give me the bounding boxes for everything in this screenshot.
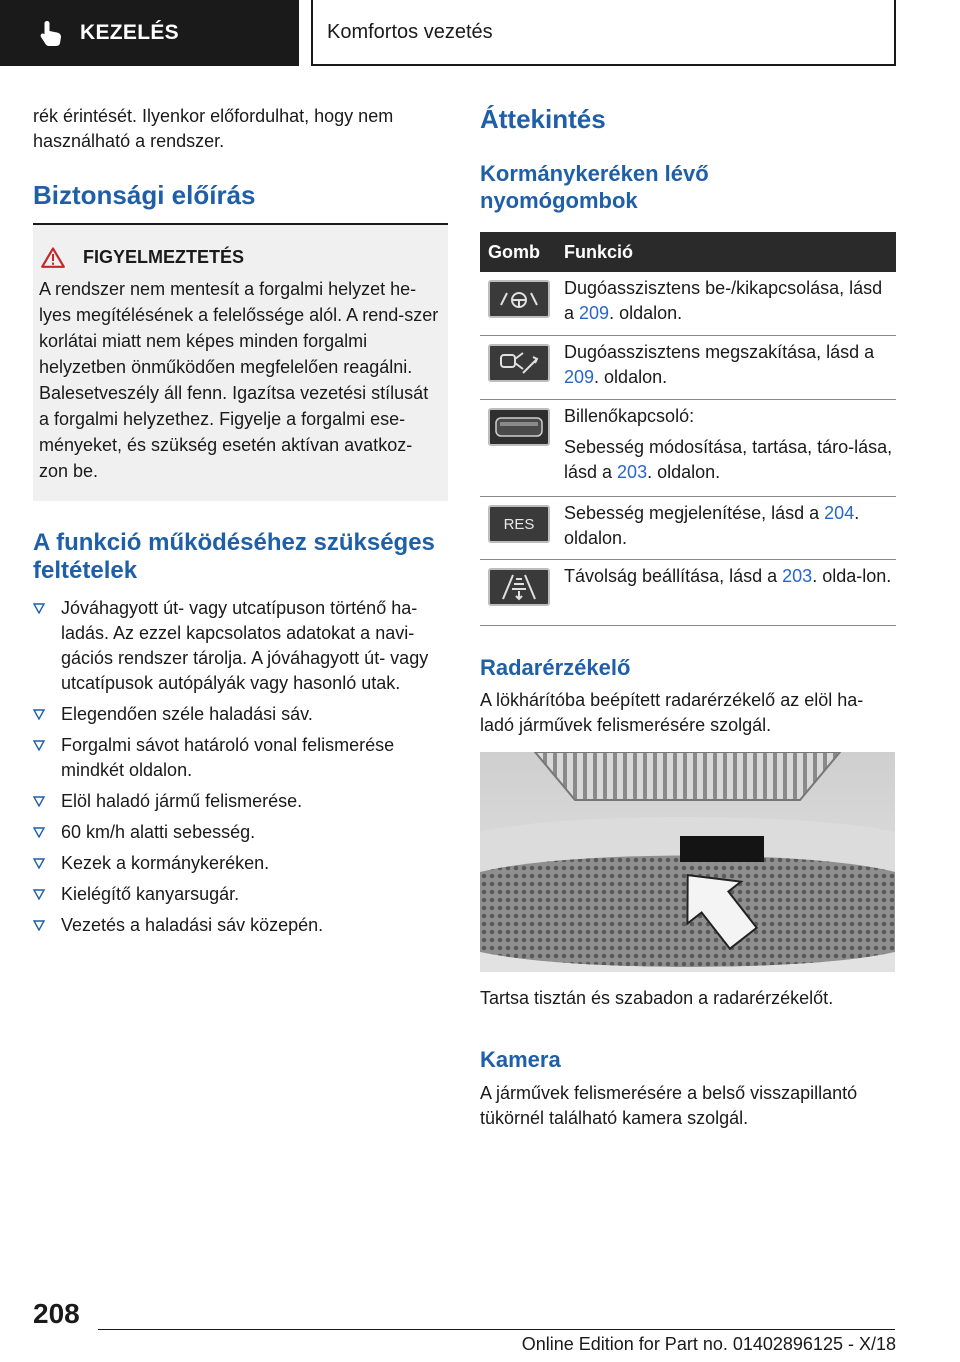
section-label: KEZELÉS: [80, 21, 179, 44]
hand-pointer-icon: [38, 19, 64, 47]
table-row: Dugóasszisztens megszakítása, lásd a 209. oldalon.: [480, 336, 896, 400]
triangle-bullet-icon: [33, 796, 45, 807]
page-number: 208: [33, 1298, 80, 1329]
list-item: Elöl haladó jármű felismerése.: [33, 789, 448, 814]
page-link[interactable]: 209: [564, 367, 595, 387]
chapter-tab: [311, 0, 896, 66]
radar-sensor-photo: [480, 752, 895, 972]
buttons-heading: Kormánykeréken lévő nyomógombok: [480, 161, 709, 213]
radar-caption: Tartsa tisztán és szabadon a radarérzékelőt.: [480, 988, 834, 1008]
conditions-heading: A funkció működéséhez szükséges feltételek: [33, 529, 435, 584]
warning-title-text: FIGYELMEZTETÉS: [83, 247, 245, 267]
rocker-switch-icon: [488, 408, 550, 446]
warning-title: [41, 247, 440, 268]
column-header-button: Gomb: [488, 241, 540, 262]
list-item: Forgalmi sávot határoló vonal felismerése mindkét oldalon.: [33, 733, 448, 783]
overview-heading: Áttekintés: [480, 104, 606, 134]
camera-text: A járművek felismerésére a belső visszapillantó tükörnél található kamera szolgál.: [480, 1083, 858, 1128]
list-item: Kezek a kormánykeréken.: [33, 851, 448, 876]
chapter-title: Komfortos vezetés: [327, 20, 493, 43]
triangle-bullet-icon: [33, 603, 45, 614]
list-item: Elegendően széle haladási sáv.: [33, 702, 448, 727]
radar-heading: Radarérzékelő: [480, 655, 631, 680]
distance-icon: [488, 568, 550, 606]
list-item: Vezetés a haladási sáv közepén.: [33, 913, 448, 938]
list-item: Jóváhagyott út- vagy utcatípuson történő ha-ladás. Az ezzel kapcsolatos adatokat a navi-gációs rendszer tárolja. A jóváhagyott út- vagy utcatípusok autópályák vagy hasonló utak.: [33, 596, 448, 696]
triangle-bullet-icon: [33, 709, 45, 720]
table-row: RES Sebesség megjelenítése, lásd a 204. oldalon.: [480, 497, 896, 560]
safety-heading: Biztonsági előírás: [33, 180, 256, 210]
table-row: Billenőkapcsoló: Sebesség módosítása, tartása, táro-lása, lásd a 203. oldalon.: [480, 400, 896, 497]
triangle-bullet-icon: [33, 920, 45, 931]
triangle-bullet-icon: [33, 827, 45, 838]
triangle-bullet-icon: [33, 889, 45, 900]
res-button-icon: RES: [488, 505, 550, 543]
steering-assist-interrupt-icon: [488, 344, 550, 382]
column-header-function: Funkció: [564, 241, 634, 262]
warning-box: [33, 223, 448, 501]
warning-triangle-icon: [41, 247, 65, 268]
page-link[interactable]: 203: [617, 462, 648, 482]
table-row: Távolság beállítása, lásd a 203. olda-lon.: [480, 560, 896, 626]
table-row: Dugóasszisztens be-/kikapcsolása, lásd a 209. oldalon.: [480, 272, 896, 336]
table-header: [480, 232, 896, 272]
conditions-list: [33, 596, 448, 944]
footer-rule: [98, 1329, 895, 1330]
list-item: 60 km/h alatti sebesség.: [33, 820, 448, 845]
section-tab: [0, 0, 299, 66]
triangle-bullet-icon: [33, 740, 45, 751]
warning-text: A rendszer nem mentesít a forgalmi helyzet he-lyes megítélésének a felelőssége alól. A rend-szer korlátai miatt nem képes minden forgalmi helyzetben önműködően megfelelően reagálni. Balesetveszély áll fenn. Igazítsa vezetési stílusát a forgalmi helyzethez. Figyelje a forgalmi ese-ményeket, és szükség esetén aktívan avatkoz-zon be.: [39, 279, 439, 481]
page-link[interactable]: 209: [579, 303, 610, 323]
triangle-bullet-icon: [33, 858, 45, 869]
radar-text: A lökhárítóba beépített radarérzékelő az elöl ha-ladó járművek felismerésére szolgál.: [480, 690, 864, 735]
page-link[interactable]: 204: [824, 503, 855, 523]
intro-text: rék érintését. Ilyenkor előfordulhat, hogy nem használható a rendszer.: [33, 106, 394, 151]
edition-text: Online Edition for Part no. 01402896125 - X/18: [521, 1334, 896, 1354]
camera-heading: Kamera: [480, 1047, 561, 1072]
steering-assist-icon: [488, 280, 550, 318]
list-item: Kielégítő kanyarsugár.: [33, 882, 448, 907]
page-link[interactable]: 203: [782, 566, 813, 586]
buttons-table: [480, 232, 896, 626]
